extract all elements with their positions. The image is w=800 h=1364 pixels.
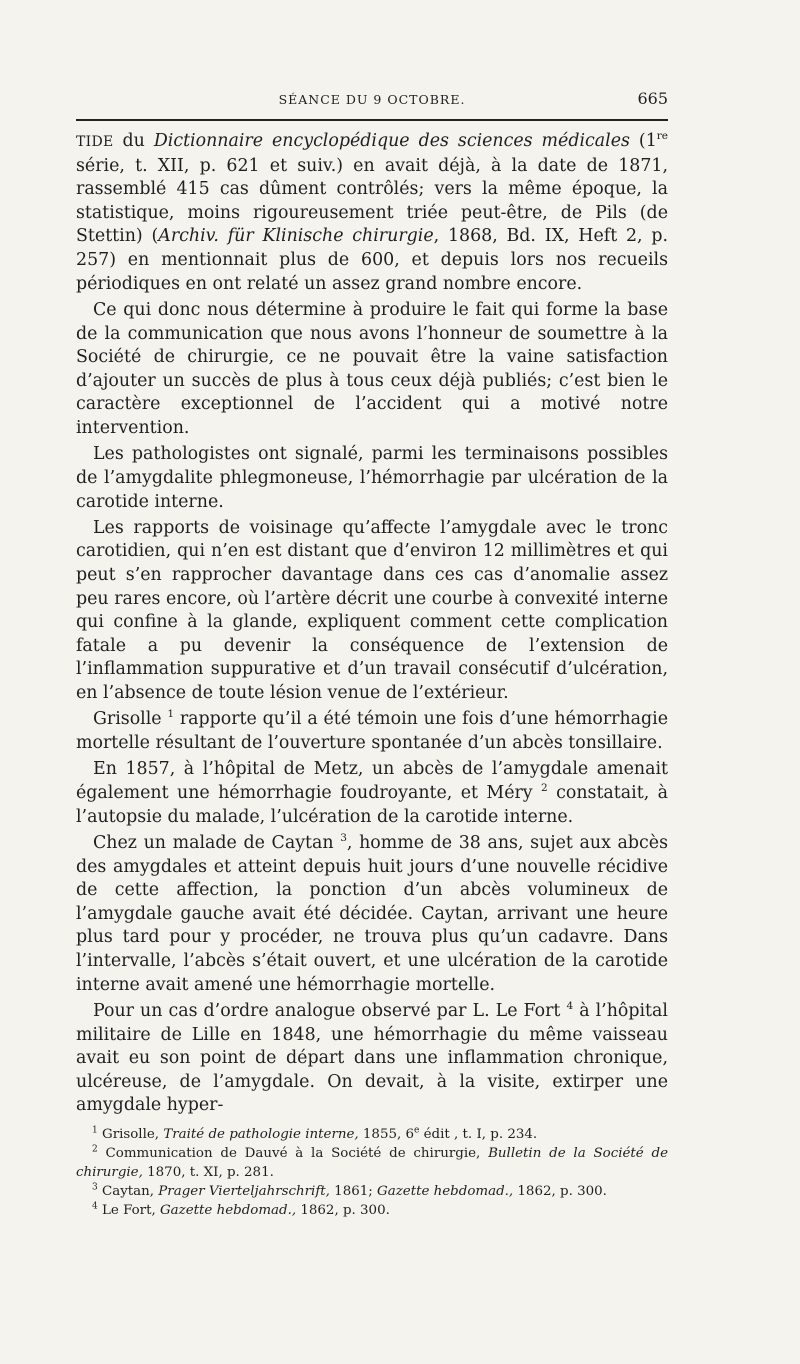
text-run: Pour un cas d’ordre analogue observé par L. Le Fort bbox=[93, 1000, 567, 1021]
paragraph bbox=[76, 299, 668, 441]
paragraph bbox=[76, 758, 668, 829]
footnote-marker: 4 bbox=[566, 1000, 574, 1013]
text-run: série, t. XII, p. 621 et suiv.) en avait déjà, à la date de 1871, rassemblé 415 cas dûment contrôlés; vers la même époque, la statistique, moins rigoureusement triée peut-être, de Pils (de Stettin) ( bbox=[76, 155, 668, 247]
text-run: Grisolle bbox=[93, 709, 168, 730]
footnote-marker: 4 bbox=[92, 1201, 98, 1212]
text-run: , 1868, Bd. IX, Heft 2, p. 257) en mentionnait plus de 600, et depuis lors nos recueils périodiques en ont relaté un assez grand nombre encore. bbox=[76, 226, 669, 294]
paragraph bbox=[76, 708, 668, 755]
footnote-marker: 2 bbox=[541, 782, 548, 795]
text-run: constatait, à l’autopsie du malade, l’ulcération de la carotide interne. bbox=[76, 783, 668, 827]
text-run: , homme de 38 ans, sujet aux abcès des amygdales et atteint depuis huit jours d’une nouvelle récidive de cette affection, la ponction d’un abcès volumineux de l’amygdale gauche avait été décidée. Caytan, arrivant une heure plus tard pour y procéder, ne trouva plus qu’un cadavre. Dans l’intervalle, l’abcès s’était ouvert, et une ulcération de la carotide interne avait amené une hémorrhagie mortelle. bbox=[76, 833, 668, 995]
footnote-marker: e bbox=[414, 1125, 420, 1136]
italic-text: Dictionnaire encyclopédique des sciences médicales bbox=[153, 131, 630, 151]
footnote-marker: 1 bbox=[167, 708, 175, 721]
text-run: (1 bbox=[629, 131, 657, 151]
footnote-marker: 2 bbox=[92, 1144, 98, 1155]
paragraph bbox=[76, 130, 668, 296]
text-run: 1855, 6 bbox=[358, 1127, 415, 1142]
text-run: Grisolle, bbox=[97, 1127, 164, 1142]
text-run: 1862, p. 300. bbox=[513, 1184, 607, 1199]
footnote-marker: 3 bbox=[340, 832, 347, 845]
text-run: 1870, t. XI, p. 281. bbox=[142, 1165, 274, 1180]
footnote-marker: 1 bbox=[92, 1125, 98, 1136]
text-run: 1861; bbox=[329, 1184, 378, 1199]
text-run: En 1857, à l’hôpital de Metz, un abcès de l’amygdale amenait également une hémorrhagie foudroyante, et Méry bbox=[76, 759, 668, 804]
footnote-marker: 3 bbox=[92, 1182, 98, 1193]
text-run: édit , t. I, p. 234. bbox=[419, 1127, 538, 1142]
text-run: 1862, p. 300. bbox=[296, 1203, 390, 1218]
footnote bbox=[76, 1125, 668, 1144]
footnote bbox=[76, 1201, 668, 1220]
italic-text: Traité de pathologie interne, bbox=[163, 1127, 359, 1142]
running-title: SÉANCE DU 9 OCTOBRE. bbox=[278, 92, 466, 107]
header-rule bbox=[76, 119, 668, 121]
footnotes bbox=[76, 1125, 668, 1220]
text-run: Les pathologistes ont signalé, parmi les terminaisons possibles de l’amygdalite phlegmoneuse, l’hémorrhagie par ulcération de la carotide interne. bbox=[76, 444, 668, 512]
italic-text: Archiv. für Klinische chirurgie bbox=[158, 226, 434, 247]
italic-text: Gazette hebdomad., bbox=[377, 1184, 514, 1199]
text-run: Chez un malade de Caytan bbox=[93, 833, 341, 853]
text-run: à l’hôpital militaire de Lille en 1848, une hémorrhagie du même vaisseau avait eu son point de départ dans une inflammation chronique, ulcéreuse, de l’amygdale. On devait, à la visite, extirper une amygdale hyper- bbox=[76, 1000, 668, 1116]
text-run: rapporte qu’il a été témoin une fois d’une hémorrhagie mortelle résultant de l’ouverture spontanée d’un abcès tonsillaire. bbox=[76, 709, 669, 754]
paragraph bbox=[76, 832, 668, 997]
text-run: TIDE bbox=[76, 134, 114, 150]
running-header bbox=[76, 88, 668, 112]
paragraph bbox=[76, 1000, 668, 1118]
footnote bbox=[76, 1182, 668, 1201]
body-text bbox=[76, 130, 668, 1121]
text-run: du bbox=[113, 131, 154, 151]
footnote-marker: re bbox=[656, 130, 668, 143]
footnote bbox=[76, 1144, 668, 1182]
page-number: 665 bbox=[637, 89, 668, 108]
text-run: Le Fort, bbox=[97, 1203, 160, 1218]
text-run: Ce qui donc nous détermine à produire le fait qui forme la base de la communication que nous avons l’honneur de soumettre à la Société de chirurgie, ce ne pouvait être la vaine satisfaction d’ajouter un succès de plus à tous ceux déjà publiés; c’est bien le caractère exceptionnel de l’accident qui a motivé notre intervention. bbox=[76, 299, 668, 438]
text-run: Les rapports de voisinage qu’affecte l’amygdale avec le tronc carotidien, qui n’en est distant que d’environ 12 millimètres et qui peut s’en rapprocher davantage dans ces cas d’anomalie assez peu rares encore, où l’artère décrit une courbe à convexité interne qui confine à la glande, expliquent comment cette complication fatale a pu devenir la conséquence de l’extension de l’inflammation suppurative et d’un travail consécutif d’ulcération, en l’absence de toute lésion venue de l’extérieur. bbox=[76, 517, 668, 704]
text-run: Caytan, bbox=[97, 1184, 159, 1199]
paragraph bbox=[76, 517, 668, 706]
paragraph bbox=[76, 443, 668, 514]
text-run: Communication de Dauvé à la Société de chirurgie, bbox=[97, 1146, 489, 1161]
italic-text: Gazette hebdomad., bbox=[159, 1203, 297, 1218]
italic-text: Prager Vierteljahrschrift, bbox=[158, 1184, 330, 1199]
italic-text: Bulletin de la Société de chirurgie, bbox=[76, 1146, 668, 1180]
